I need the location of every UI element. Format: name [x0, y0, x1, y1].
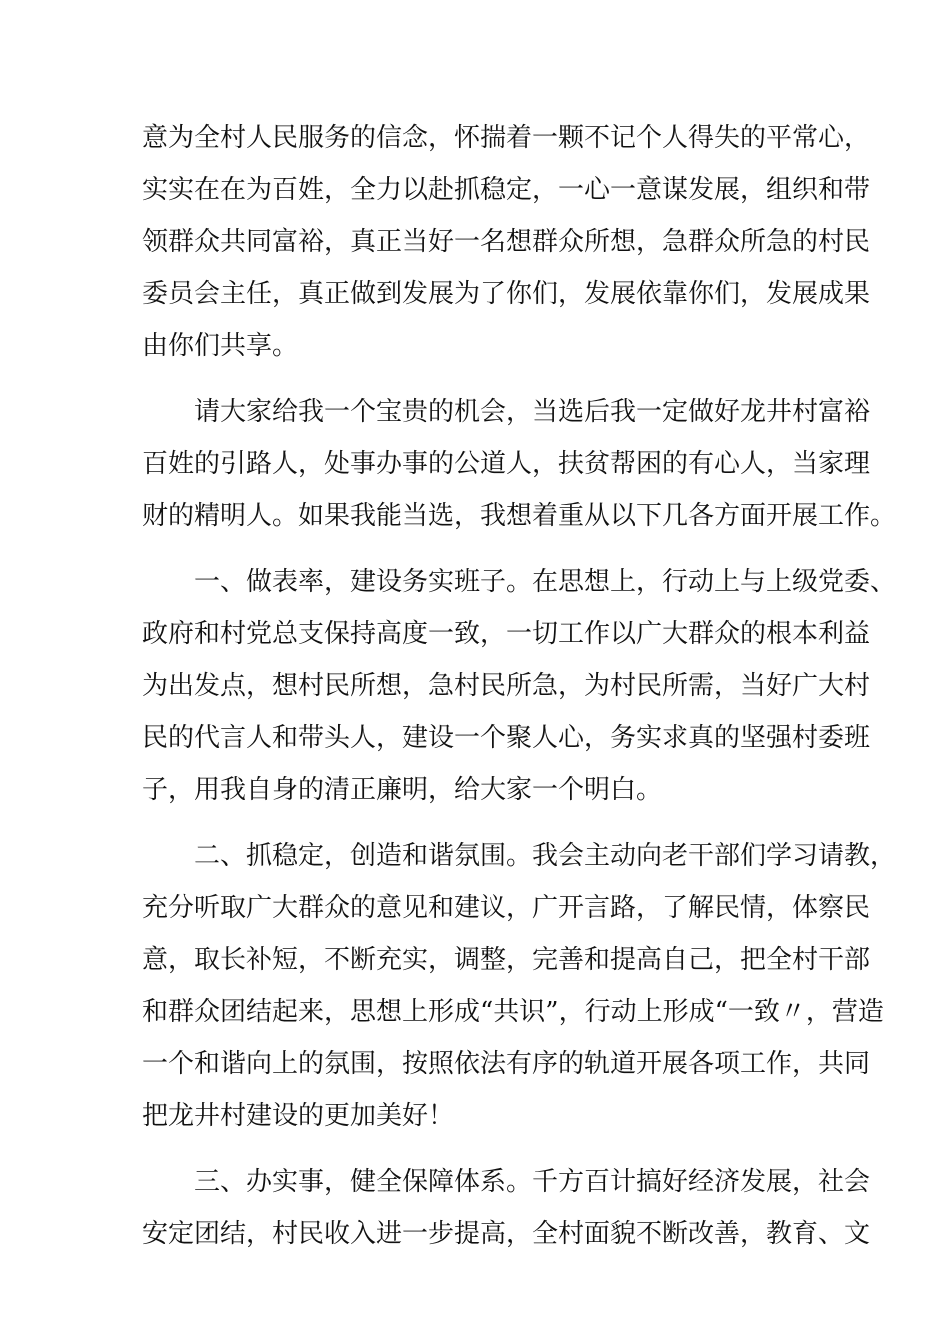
- paragraph-gap: [142, 816, 832, 830]
- paragraph-line: 子，用我自身的清正廉明，给大家一个明白。: [142, 775, 663, 805]
- paragraph-line: 意，取长补短，不断充实，调整，完善和提高自己，把全村干部: [142, 945, 871, 975]
- paragraph-2: [142, 386, 897, 542]
- paragraph-3: [142, 556, 897, 816]
- paragraph-line: 财的精明人。如果我能当选，我想着重从以下几各方面开展工作。: [142, 501, 897, 531]
- paragraph-line: 政府和村党总支保持高度一致，一切工作以广大群众的根本利益: [142, 619, 871, 649]
- paragraph-line: 委员会主任，真正做到发展为了你们，发展依靠你们，发展成果: [142, 279, 871, 309]
- paragraph-line: 民的代言人和带头人，建设一个聚人心，务实求真的坚强村委班: [142, 723, 871, 753]
- paragraph-line: 实实在在为百姓，全力以赴抓稳定，一心一意谋发展，组织和带: [142, 175, 871, 205]
- paragraph-line: 充分听取广大群众的意见和建议，广开言路，了解民情，体察民: [142, 893, 871, 923]
- paragraph-line: 二、抓稳定，创造和谐氛围。我会主动向老干部们学习请教，: [194, 841, 897, 871]
- paragraph-line: 为出发点，想村民所想，急村民所急，为村民所需，当好广大村: [142, 671, 871, 701]
- paragraph-line: 安定团结，村民收入进一步提高，全村面貌不断改善，教育、文: [142, 1219, 871, 1249]
- paragraph-line: 领群众共同富裕，真正当好一名想群众所想，急群众所急的村民: [142, 227, 871, 257]
- paragraph-4: [142, 830, 897, 1142]
- paragraph-line: 把龙井村建设的更加美好！: [142, 1101, 455, 1131]
- paragraph-line: 由你们共享。: [142, 331, 299, 361]
- paragraph-line: 意为全村人民服务的信念，怀揣着一颗不记个人得失的平常心，: [142, 123, 871, 153]
- paragraph-gap: [142, 542, 832, 556]
- paragraph-1: [142, 112, 871, 372]
- paragraph-gap: [142, 372, 832, 386]
- paragraph-line: 一、做表率，建设务实班子。在思想上，行动上与上级党委、: [194, 567, 897, 597]
- paragraph-line: 三、办实事，健全保障体系。千方百计搞好经济发展，社会: [194, 1167, 871, 1197]
- document-body: [142, 112, 897, 1260]
- paragraph-line: 百姓的引路人，处事办事的公道人，扶贫帮困的有心人，当家理: [142, 449, 871, 479]
- paragraph-5: [142, 1156, 871, 1260]
- paragraph-line: 和群众团结起来，思想上形成“共识”，行动上形成“一致〃，营造: [142, 997, 884, 1027]
- paragraph-line: 请大家给我一个宝贵的机会，当选后我一定做好龙井村富裕: [194, 397, 871, 427]
- paragraph-gap: [142, 1142, 832, 1156]
- paragraph-line: 一个和谐向上的氛围，按照依法有序的轨道开展各项工作，共同: [142, 1049, 871, 1079]
